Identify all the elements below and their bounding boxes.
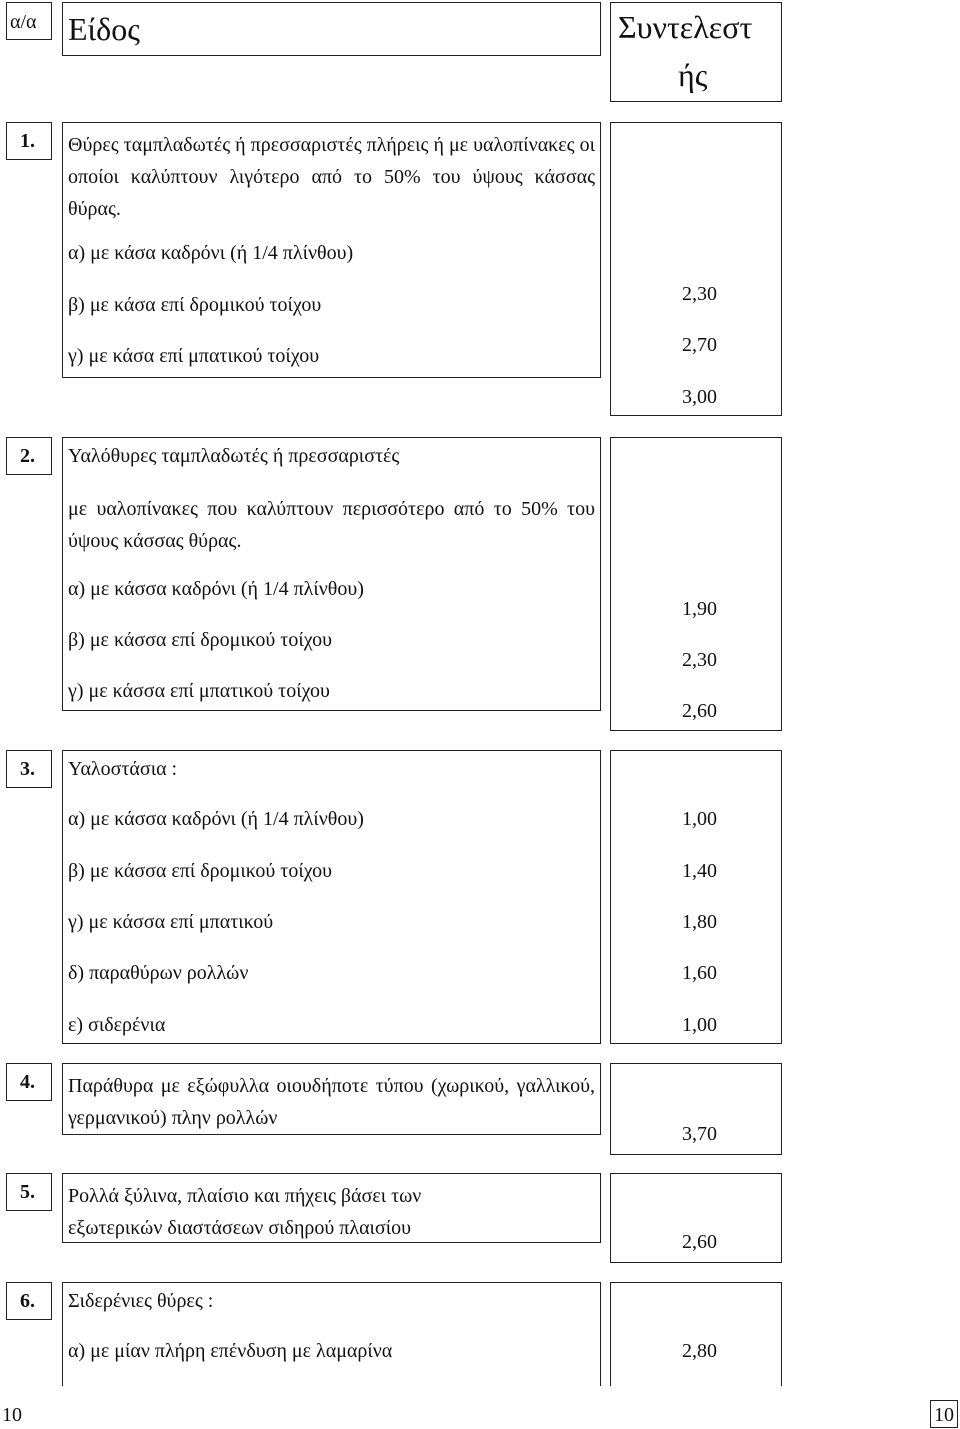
item-6-value-box — [610, 1282, 782, 1386]
item-3-value-box — [610, 750, 782, 1044]
header-syntelestis-line2: ής — [678, 57, 708, 93]
item-1-number: 1. — [20, 130, 35, 152]
item-1-title: Θύρες ταμπλαδωτές ή πρεσσαριστές πλήρεις ή με υαλοπίνακες οι οποίοι καλύπτουν λιγότερο από το 50% του ύψους κάσσας θύρας. — [68, 134, 595, 220]
item-2-value-box — [610, 437, 782, 731]
item-3-sub-c: γ) με κάσσα επί μπατικού — [68, 911, 274, 933]
header-eidos-label: Είδος — [68, 11, 140, 47]
item-3-value-d: 1,60 — [682, 962, 717, 984]
item-1-value-box — [610, 122, 782, 416]
page-number-left: 10 — [2, 1404, 22, 1426]
item-2-value-c: 2,60 — [682, 700, 717, 722]
header-aa-label: α/α — [10, 11, 37, 33]
item-3-value-a: 1,00 — [682, 808, 717, 830]
item-3-sub-e: ε) σιδερένια — [68, 1014, 166, 1036]
header-eidos-box — [62, 2, 601, 56]
item-2-value-a: 1,90 — [682, 598, 717, 620]
item-3-number: 3. — [20, 758, 35, 780]
item-2-sub-c: γ) με κάσσα επί μπατικού τοίχου — [68, 680, 330, 702]
item-6-title: Σιδερένιες θύρες : — [68, 1290, 214, 1312]
item-1-sub-b: β) με κάσα επί δρομικού τοίχου — [68, 294, 322, 316]
item-3-sub-b: β) με κάσσα επί δρομικού τοίχου — [68, 860, 333, 882]
item-4-number: 4. — [20, 1071, 35, 1093]
item-6-sub-a: α) με μίαν πλήρη επένδυση με λαμαρίνα — [68, 1340, 393, 1362]
item-3-value-c: 1,80 — [682, 911, 717, 933]
item-2-desc: με υαλοπίνακες που καλύπτουν περισσότερο από το 50% του ύψους κάσσας θύρας. — [68, 498, 595, 552]
item-3-desc-box — [62, 750, 601, 1044]
item-6-value: 2,80 — [682, 1340, 717, 1362]
item-2-sub-a: α) με κάσσα καδρόνι (ή 1/4 πλίνθου) — [68, 578, 364, 600]
item-3-value-b: 1,40 — [682, 860, 717, 882]
item-5-title: Ρολλά ξύλινα, πλαίσιο και πήχεις βάσει των εξωτερικών διαστάσεων σιδηρού πλαισίου — [68, 1185, 422, 1239]
item-1-value-a: 2,30 — [682, 283, 717, 305]
item-1-sub-a: α) με κάσα καδρόνι (ή 1/4 πλίνθου) — [68, 242, 354, 264]
item-5-number: 5. — [20, 1181, 35, 1203]
item-2-value-b: 2,30 — [682, 649, 717, 671]
item-1-sub-c: γ) με κάσα επί μπατικού τοίχου — [68, 345, 320, 367]
item-2-title: Υαλόθυρες ταμπλαδωτές ή πρεσσαριστές — [68, 445, 400, 467]
item-3-title: Υαλοστάσια : — [68, 758, 178, 780]
item-2-number: 2. — [20, 445, 35, 467]
item-4-title: Παράθυρα με εξώφυλλα οιουδήποτε τύπου (χωρικού, γαλλικού, γερμανικού) πλην ρολλών — [68, 1075, 595, 1129]
item-6-number: 6. — [20, 1290, 35, 1312]
item-3-sub-d: δ) παραθύρων ρολλών — [68, 962, 249, 984]
item-2-desc-box — [62, 437, 601, 711]
item-1-value-b: 2,70 — [682, 334, 717, 356]
item-3-value-e: 1,00 — [682, 1014, 717, 1036]
item-5-value: 2,60 — [682, 1231, 717, 1253]
page-number-right: 10 — [934, 1404, 954, 1426]
item-3-sub-a: α) με κάσσα καδρόνι (ή 1/4 πλίνθου) — [68, 808, 364, 830]
item-4-value: 3,70 — [682, 1123, 717, 1145]
item-1-value-c: 3,00 — [682, 386, 717, 408]
header-syntelestis-line1: Συντελεστ — [618, 9, 753, 45]
item-2-sub-b: β) με κάσσα επί δρομικού τοίχου — [68, 629, 333, 651]
